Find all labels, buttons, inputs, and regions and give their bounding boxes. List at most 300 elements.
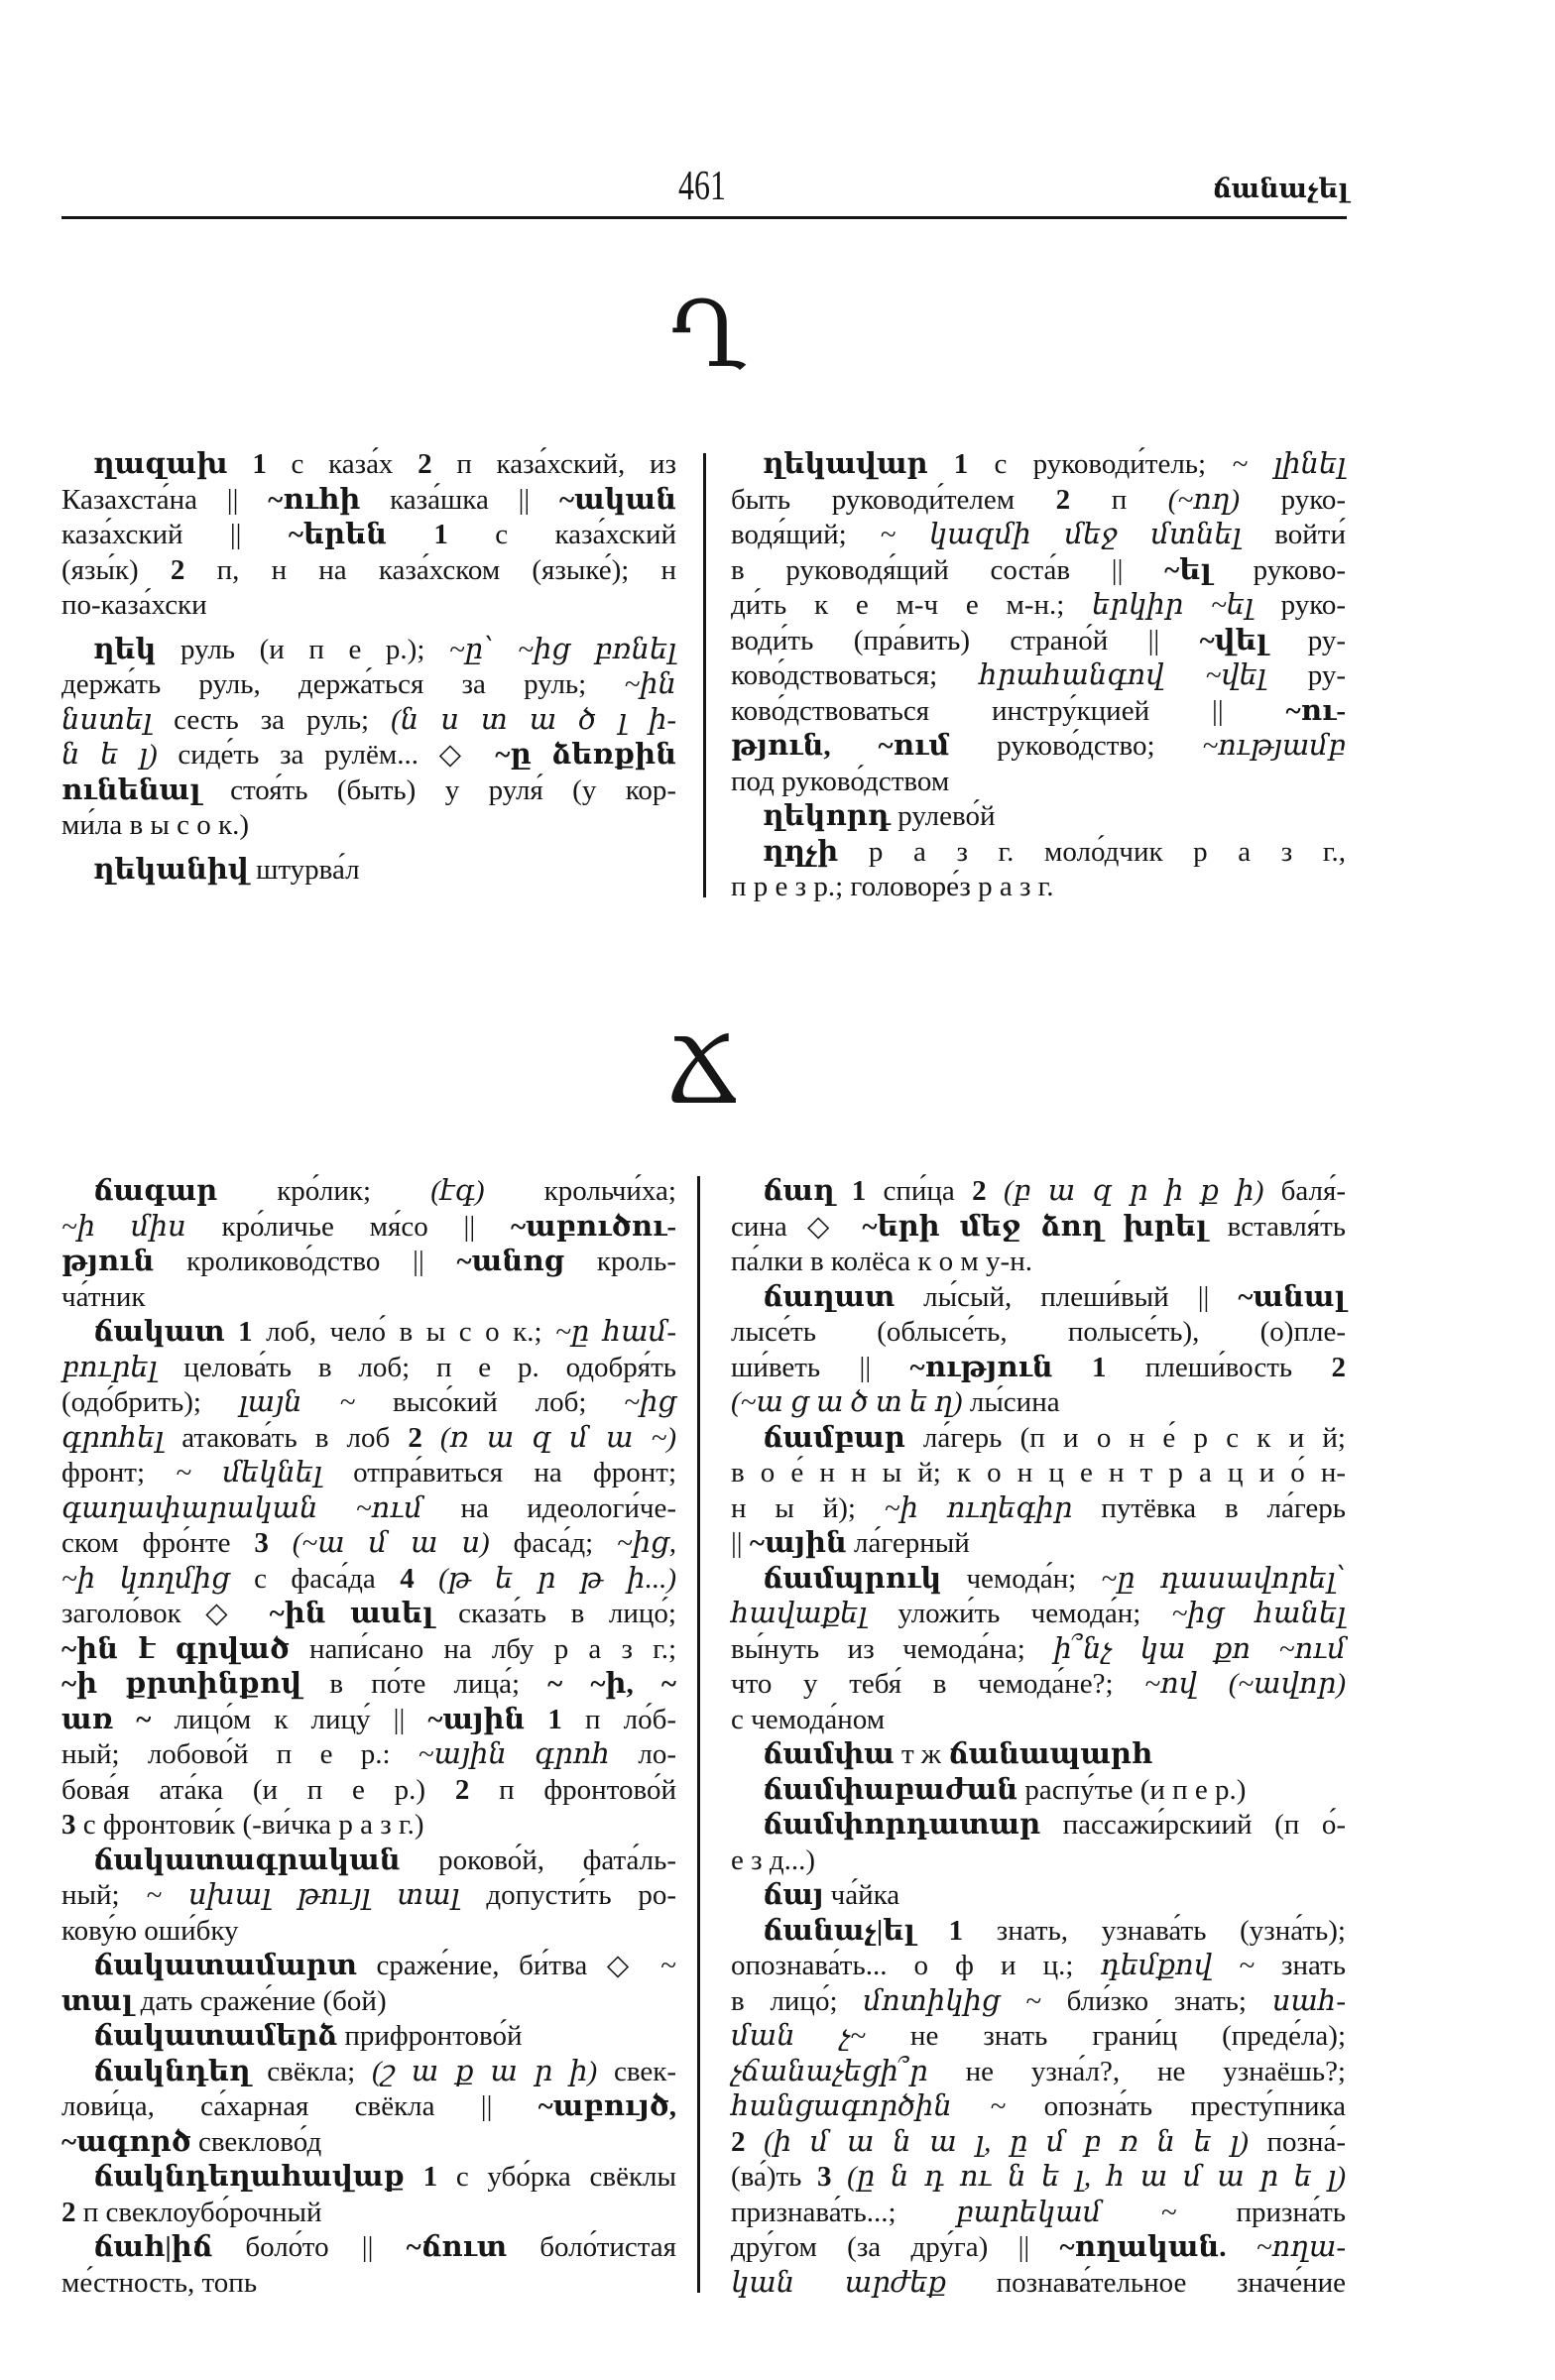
headword-text: 2 bbox=[170, 553, 185, 586]
entry-line bbox=[731, 658, 1346, 694]
translation-text: опозна́ть престу́пника bbox=[1006, 2090, 1347, 2122]
example-text: մոտիկից ~ bbox=[863, 1984, 1041, 2017]
entry-line bbox=[731, 518, 1346, 553]
translation-text: кро́личье мя́со || bbox=[185, 1210, 511, 1243]
translation-text: сказа́ть в лицо́; bbox=[433, 1598, 676, 1629]
translation-text: дру́гом (за дру́га) || bbox=[731, 2231, 1060, 2263]
headword-text: ~ողական. bbox=[1059, 2231, 1227, 2263]
translation-text: лоб, чело́ в ы с о к.; bbox=[252, 1316, 556, 1348]
entry-line bbox=[61, 738, 676, 774]
translation-text: с чемода́ном bbox=[731, 1703, 886, 1735]
dictionary-entry bbox=[61, 2055, 676, 2161]
dictionary-entry bbox=[731, 1280, 1346, 1421]
headword-text: ~ական bbox=[559, 483, 676, 516]
translation-text: води́ть (пра́вить) страно́й || bbox=[731, 624, 1200, 656]
entry-line bbox=[731, 1703, 1346, 1738]
headword-text: ճակատամերձ bbox=[93, 2020, 338, 2052]
dictionary-entry bbox=[61, 633, 676, 844]
headword-text: ճամփաբաժան bbox=[763, 1773, 1018, 1806]
translation-text: с каза́хский bbox=[447, 519, 676, 550]
entry-line bbox=[731, 624, 1346, 659]
entry-line bbox=[61, 1456, 676, 1491]
translation-text: ши́веть || bbox=[731, 1351, 910, 1383]
entry-line bbox=[61, 1174, 676, 1210]
entry-line bbox=[731, 1421, 1346, 1457]
translation-text: лицо́м к лицу́ || bbox=[151, 1703, 428, 1735]
example-text: ~ լինել bbox=[1232, 448, 1346, 480]
example-text: (թ ե ր թ ի...) bbox=[438, 1562, 676, 1595]
translation-text: в руководя́щий соста́в || bbox=[731, 553, 1165, 586]
headword-text: ունենալ bbox=[61, 774, 201, 806]
entry-line bbox=[61, 1949, 676, 1984]
entry-line bbox=[61, 1385, 676, 1421]
example-text: չճանաչեցի՞ր bbox=[731, 2055, 928, 2087]
example-text: բարեկամ ~ bbox=[955, 2196, 1177, 2228]
example-text: ն ե լ) bbox=[61, 739, 158, 771]
entry-line bbox=[61, 1210, 676, 1246]
example-text: ~ից հանել bbox=[1171, 1598, 1346, 1629]
headword-text: 2 bbox=[418, 448, 432, 480]
left-column bbox=[61, 447, 676, 888]
translation-text: фронт; bbox=[61, 1457, 177, 1488]
translation-text: ла́герь (п и о н е́ р с к и й; bbox=[904, 1421, 1346, 1454]
translation-text: призна́ть bbox=[1176, 2196, 1346, 2228]
translation-text: ково́дствоваться инстру́кцией || bbox=[731, 694, 1286, 727]
entry-line bbox=[731, 1491, 1346, 1527]
translation-text: ми́ла в ы с о к.) bbox=[61, 809, 250, 841]
entry-line bbox=[61, 1351, 676, 1386]
entry-line bbox=[61, 1421, 676, 1457]
example-text: (~ա ց ա ծ տ ե ղ) bbox=[731, 1386, 963, 1418]
translation-text: прифронтово́й bbox=[337, 2020, 523, 2052]
example-text: դեմքով ~ bbox=[1100, 1950, 1255, 1981]
translation-text: пассажи́рскиий (п о́- bbox=[1040, 1809, 1346, 1841]
translation-text: свёкла; bbox=[250, 2055, 372, 2087]
entry-line bbox=[731, 2266, 1346, 2302]
example-text: (~ող) bbox=[1167, 483, 1241, 516]
entry-line bbox=[731, 1984, 1346, 2020]
dictionary-entry bbox=[61, 1174, 676, 1315]
entry-line bbox=[61, 1597, 676, 1632]
headword-text: 3 bbox=[61, 1809, 76, 1841]
entry-line bbox=[61, 2160, 676, 2196]
headword-text: ճակնդեղահավաք 1 bbox=[93, 2161, 438, 2193]
entry-line bbox=[731, 2125, 1346, 2161]
headword-text: ճակնդեղ bbox=[93, 2055, 251, 2087]
headword-text: ճաղատ bbox=[763, 1280, 896, 1313]
translation-text: не знать грани́ц (преде́ла); bbox=[865, 2020, 1346, 2052]
header-rule bbox=[61, 216, 1347, 219]
dictionary-entry bbox=[61, 2230, 676, 2301]
translation-text: под руково́дством bbox=[731, 765, 950, 797]
translation-text: п bbox=[1070, 483, 1168, 516]
translation-text bbox=[1227, 2231, 1256, 2263]
translation-text: крольчи́ха; bbox=[484, 1175, 676, 1207]
translation-text: лови́ца, са́харная свёкла || bbox=[61, 2090, 538, 2122]
entry-line bbox=[731, 2055, 1346, 2090]
translation-text: целова́ть в лоб; п е р. одобря́ть bbox=[157, 1351, 676, 1383]
example-text: նստել bbox=[61, 703, 153, 736]
dictionary-entry bbox=[731, 1421, 1346, 1562]
translation-text: ди́ть к е м-ч е м-н.; bbox=[731, 589, 1093, 621]
headword-text: ~ճուտ bbox=[406, 2231, 508, 2263]
dictionary-entry bbox=[61, 1844, 676, 1950]
translation-text: в по́те лица́; bbox=[301, 1668, 548, 1700]
entry-line bbox=[731, 835, 1346, 871]
translation-text: роково́й, фата́ль- bbox=[400, 1844, 676, 1876]
entry-line bbox=[61, 1914, 676, 1950]
example-text: ~ով (~ավոր) bbox=[1144, 1668, 1346, 1700]
headword-text: ~ը ձեռքին bbox=[495, 739, 677, 771]
example-text: գրոհել bbox=[61, 1421, 165, 1454]
translation-text: с фаса́да bbox=[229, 1562, 401, 1595]
example-text: ~ կազմի մեջ մտնել bbox=[880, 519, 1242, 550]
translation-text: войти́ bbox=[1241, 519, 1346, 550]
dictionary-entry bbox=[61, 1315, 676, 1844]
translation-text: каза́хский || bbox=[61, 519, 289, 550]
translation-text: стоя́ть (быть) у руля́ (у кор- bbox=[200, 774, 676, 806]
headword-text: ~ու- bbox=[1285, 694, 1346, 727]
translation-text: отпра́виться на фронт; bbox=[321, 1457, 677, 1488]
translation-text: сина ◇ bbox=[731, 1210, 863, 1243]
example-text: ~ից bbox=[624, 1386, 676, 1418]
headword-text: ճայ bbox=[763, 1879, 824, 1911]
entry-line bbox=[61, 1245, 676, 1280]
translation-text: свек- bbox=[597, 2055, 676, 2087]
entry-line bbox=[61, 2230, 676, 2266]
entry-line bbox=[731, 2019, 1346, 2055]
example-text: ~ի կողմից bbox=[61, 1562, 230, 1595]
entry-line bbox=[731, 1632, 1346, 1668]
column-separator bbox=[697, 1176, 700, 2293]
entry-line bbox=[731, 1526, 1346, 1562]
headword-text: ճամբար bbox=[763, 1421, 905, 1454]
translation-text: п каза́хский, из bbox=[431, 448, 676, 480]
translation-text: ный; bbox=[61, 1879, 147, 1911]
headword-text: 3 bbox=[817, 2161, 832, 2193]
translation-text: руково́дство; bbox=[949, 730, 1203, 762]
translation-text: руко- bbox=[1253, 589, 1346, 621]
running-head: ճանաչել bbox=[1212, 174, 1349, 204]
dictionary-entry bbox=[731, 1878, 1346, 1914]
entry-line bbox=[61, 1667, 676, 1703]
dictionary-entry bbox=[61, 1949, 676, 2019]
example-text: հրահանգով ~վել bbox=[979, 659, 1266, 691]
entry-line bbox=[61, 633, 676, 668]
entry-line bbox=[731, 765, 1346, 800]
example-text: (ի մ ա ն ա լ, ը մ բ ռ ն ե լ) bbox=[764, 2125, 1249, 2158]
entry-line bbox=[61, 1703, 676, 1738]
entry-line bbox=[61, 483, 676, 519]
entry-line bbox=[61, 853, 676, 889]
entry-line bbox=[731, 1210, 1346, 1246]
entry-line bbox=[61, 1773, 676, 1809]
example-text: բուրել bbox=[61, 1351, 158, 1383]
translation-text: ча́йка bbox=[823, 1879, 900, 1911]
translation-text: па́лки в колёса к о м у-н. bbox=[731, 1246, 1032, 1277]
entry-line bbox=[731, 1949, 1346, 1984]
example-text: ~ի միս bbox=[61, 1210, 186, 1243]
headword-text: ~ուհի bbox=[268, 483, 361, 516]
entry-line bbox=[731, 729, 1346, 765]
headword-text: թյուն bbox=[61, 1246, 155, 1277]
translation-text: в о е́ н н ы й; к о н ц е н т р а ц и о́ н- bbox=[731, 1457, 1346, 1488]
translation-text: водя́щий; bbox=[731, 519, 881, 550]
translation-text: что у тебя́ в чемода́не?; bbox=[731, 1668, 1145, 1700]
translation-text: опознава́ть... о ф и ц.; bbox=[731, 1950, 1101, 1981]
translation-text: дать сраже́ние (бой) bbox=[133, 1984, 387, 2017]
entry-line bbox=[731, 447, 1346, 483]
entry-line bbox=[61, 703, 676, 739]
translation-text: сесть за руль; bbox=[152, 703, 392, 736]
entry-line bbox=[61, 667, 676, 703]
headword-text: ~աբուծու- bbox=[510, 1210, 676, 1243]
example-text: ~ մեկնել bbox=[176, 1457, 322, 1488]
headword-text: ճանաչ|ել 1 bbox=[763, 1914, 964, 1947]
translation-text: познава́тельное значе́ние bbox=[946, 2266, 1347, 2299]
entry-line bbox=[731, 1808, 1346, 1844]
headword-text: թյուն, ~ում bbox=[731, 730, 950, 762]
headword-text: ~ ~ի, ~ bbox=[547, 1668, 676, 1700]
dictionary-entry bbox=[61, 2160, 676, 2230]
translation-text: рулево́й bbox=[891, 800, 996, 832]
entry-line bbox=[731, 1562, 1346, 1598]
entry-line bbox=[61, 2266, 676, 2302]
translation-text: ный; лобово́й п е р.: bbox=[61, 1738, 419, 1770]
dictionary-entry bbox=[731, 1808, 1346, 1878]
entry-line bbox=[61, 1808, 676, 1844]
translation-text: держа́ть руль, держа́ться за руль; bbox=[61, 668, 625, 700]
example-text: (շ ա ք ա ր ի) bbox=[371, 2055, 598, 2087]
entry-line bbox=[61, 808, 676, 844]
headword-text: 2 bbox=[1055, 483, 1071, 516]
headword-text: 2 bbox=[731, 2125, 746, 2158]
entry-line bbox=[731, 1315, 1346, 1351]
entry-line bbox=[731, 1737, 1346, 1773]
headword-text: ~ի քրտինքով bbox=[61, 1668, 302, 1700]
entry-line bbox=[731, 1351, 1346, 1386]
entry-line bbox=[61, 1878, 676, 1914]
example-text: հավաքել bbox=[731, 1598, 868, 1629]
translation-text: руль (и п е р.); bbox=[156, 633, 449, 665]
example-text: ~ սխալ թույլ տալ bbox=[146, 1879, 460, 1911]
headword-text: ճակատամարտ bbox=[93, 1950, 357, 1981]
entry-line bbox=[61, 1315, 676, 1351]
translation-text: плеши́вость bbox=[1106, 1351, 1332, 1383]
dictionary-entry bbox=[731, 799, 1346, 835]
translation-text: п свеклоубо́рочный bbox=[75, 2196, 322, 2228]
entry-line bbox=[61, 2019, 676, 2055]
translation-text: ском фро́нте bbox=[61, 1527, 255, 1559]
translation-text: кроль- bbox=[564, 1246, 676, 1277]
headword-text: ճաղ 1 bbox=[763, 1175, 867, 1207]
translation-text: в лицо́; bbox=[731, 1984, 864, 2017]
headword-text: ճակատ 1 bbox=[93, 1316, 253, 1348]
entry-line bbox=[61, 2125, 676, 2161]
dictionary-entry bbox=[731, 1914, 1346, 2302]
entry-line bbox=[61, 1844, 676, 1879]
entry-line bbox=[731, 553, 1346, 589]
translation-text bbox=[269, 1527, 293, 1559]
section-letter: Ճ bbox=[664, 1018, 742, 1125]
translation-text: знать bbox=[1254, 1950, 1346, 1981]
headword-text: ~վել bbox=[1199, 624, 1268, 656]
entry-line bbox=[731, 1667, 1346, 1703]
entry-line bbox=[731, 1844, 1346, 1879]
headword-text: ~անոց bbox=[456, 1246, 565, 1277]
translation-text: вы́нуть из чемода́на; bbox=[731, 1632, 1054, 1665]
translation-text: п ло́б- bbox=[561, 1703, 677, 1735]
left-column bbox=[61, 1174, 676, 2301]
example-text: լայն ~ bbox=[238, 1386, 356, 1418]
example-text: սահ- bbox=[1271, 1984, 1347, 2017]
translation-text: свеклово́д bbox=[190, 2125, 322, 2158]
translation-text: фаса́д; bbox=[489, 1527, 618, 1559]
translation-text: атакова́ть в лоб bbox=[164, 1421, 409, 1454]
example-text: ~ը դասավորել՝ bbox=[1101, 1562, 1346, 1595]
headword-text: ~անալ bbox=[1238, 1280, 1346, 1313]
translation-text: спи́ца bbox=[866, 1175, 973, 1207]
translation-text: ру- bbox=[1265, 659, 1346, 691]
entry-line bbox=[61, 1632, 676, 1668]
translation-text: напи́сано на лбу р а з г.; bbox=[289, 1632, 676, 1665]
entry-line bbox=[731, 2230, 1346, 2266]
entry-line bbox=[61, 774, 676, 809]
example-text: ~ի ուղեգիր bbox=[884, 1491, 1073, 1524]
translation-text: ме́стность, топь bbox=[61, 2266, 258, 2299]
translation-text: р а з г. моло́дчик р а з г., bbox=[838, 835, 1346, 868]
translation-text: с убо́рка свёклы bbox=[437, 2161, 676, 2193]
headword-text: ~ագործ bbox=[61, 2125, 191, 2158]
entry-line bbox=[61, 1526, 676, 1562]
dictionary-entry bbox=[731, 1737, 1346, 1773]
translation-text: п, н на каза́хском (языке́); н bbox=[184, 553, 676, 586]
headword-text: ~ային 1 bbox=[427, 1703, 562, 1735]
translation-text: н ы й); bbox=[731, 1491, 885, 1524]
page-number: 461 bbox=[678, 164, 726, 209]
headword-text: 2 bbox=[972, 1175, 987, 1207]
translation-text: не узна́л?, не узнаёшь?; bbox=[927, 2055, 1346, 2087]
translation-text: ла́герный bbox=[846, 1527, 970, 1559]
translation-text: руково- bbox=[1211, 553, 1347, 586]
headword-text: 2 bbox=[1331, 1351, 1346, 1383]
entry-line bbox=[61, 447, 676, 483]
headword-text: ~ային bbox=[749, 1527, 847, 1559]
translation-text: баля́- bbox=[1263, 1175, 1347, 1207]
translation-text: с каза́х bbox=[266, 448, 419, 480]
example-text: (էգ) bbox=[430, 1175, 485, 1207]
translation-text bbox=[832, 2161, 848, 2193]
example-text: (բ ա զ ր ի ք ի) bbox=[1003, 1175, 1264, 1207]
example-text: երկիր ~ել bbox=[1092, 589, 1254, 621]
example-text: ~ողա- bbox=[1256, 2231, 1346, 2263]
entry-line bbox=[731, 1385, 1346, 1421]
translation-text: путёвка в ла́герь bbox=[1072, 1491, 1346, 1524]
entry-line bbox=[61, 588, 676, 624]
entry-line bbox=[731, 2196, 1346, 2231]
headword-text: ~ին է գրված bbox=[61, 1632, 290, 1665]
translation-text: сиде́ть за рулём... ◇ bbox=[157, 739, 496, 771]
headword-text: ~երեն 1 bbox=[288, 519, 448, 550]
translation-text: заголо́вок ◇ bbox=[61, 1598, 270, 1629]
entry-line bbox=[731, 1914, 1346, 1950]
headword-text: 4 bbox=[400, 1562, 415, 1595]
headword-text: ~երի մեջ ձող խրել bbox=[862, 1210, 1208, 1243]
example-text: (ռ ա զ մ ա ~) bbox=[439, 1421, 676, 1454]
translation-text: кроликово́дство || bbox=[154, 1246, 457, 1277]
translation-text: ча́тник bbox=[61, 1280, 146, 1313]
translation-text bbox=[415, 1563, 438, 1595]
right-column bbox=[731, 447, 1346, 905]
example-text: (~ա մ ա ս) bbox=[292, 1527, 490, 1559]
headword-text: ~ություն 1 bbox=[909, 1351, 1107, 1383]
entry-line bbox=[731, 588, 1346, 624]
translation-text: позна́- bbox=[1248, 2125, 1346, 2158]
section-letter: Ղ bbox=[669, 282, 747, 388]
entry-line bbox=[61, 2055, 676, 2090]
headword-text: տալ bbox=[61, 1984, 134, 2017]
entry-line bbox=[731, 1878, 1346, 1914]
translation-text: с руководи́тель; bbox=[968, 448, 1233, 480]
translation-text: ково́дствоваться; bbox=[731, 659, 980, 691]
dictionary-entry bbox=[61, 853, 676, 889]
headword-text: ճագար bbox=[93, 1175, 218, 1207]
translation-text: знать, узнава́ть (узна́ть); bbox=[963, 1914, 1346, 1947]
entry-line bbox=[61, 1984, 676, 2020]
translation-text: руко- bbox=[1240, 483, 1346, 516]
translation-text: ру- bbox=[1267, 624, 1346, 656]
example-text: գաղափարական ~ում bbox=[61, 1491, 423, 1524]
entry-line bbox=[61, 1737, 676, 1773]
entry-line bbox=[731, 1280, 1346, 1316]
entry-line bbox=[731, 694, 1346, 730]
right-column bbox=[731, 1174, 1346, 2301]
entry-line bbox=[731, 799, 1346, 835]
entry-line bbox=[61, 1491, 676, 1527]
dictionary-entry bbox=[731, 835, 1346, 905]
translation-text: сраже́ние, би́тва ◇ ~ bbox=[356, 1950, 676, 1981]
translation-text: лысе́ть (облысе́ть, полысе́ть), (о)пле- bbox=[731, 1316, 1346, 1348]
entry-line bbox=[61, 553, 676, 589]
example-text: ~ությամբ bbox=[1202, 730, 1347, 762]
example-text: ~ից, bbox=[617, 1527, 676, 1559]
dictionary-entry bbox=[61, 2019, 676, 2055]
dictionary-entry bbox=[731, 447, 1346, 799]
entry-line bbox=[731, 2089, 1346, 2125]
translation-text: вставля́ть bbox=[1207, 1210, 1346, 1243]
translation-text: кро́лик; bbox=[217, 1175, 431, 1207]
translation-text: лы́сый, плеши́вый || bbox=[895, 1280, 1239, 1313]
translation-text: каза́шка || bbox=[360, 483, 560, 516]
translation-text: уложи́ть чемода́н; bbox=[867, 1598, 1172, 1629]
translation-text: на идеологи́че- bbox=[422, 1491, 677, 1524]
entry-line bbox=[61, 2089, 676, 2125]
entry-line bbox=[731, 2160, 1346, 2196]
headword-text: առ ~ bbox=[61, 1703, 152, 1735]
entry-line bbox=[731, 1456, 1346, 1491]
headword-text: ղեկավար 1 bbox=[763, 448, 969, 480]
example-text: (ն ս տ ա ծ լ ի- bbox=[391, 703, 677, 736]
translation-text: (одо́брить); bbox=[61, 1386, 239, 1418]
entry-line bbox=[731, 1174, 1346, 1210]
translation-text: признава́ть...; bbox=[731, 2196, 956, 2228]
headword-text: ղեկ bbox=[93, 633, 157, 665]
dictionary-entry bbox=[61, 447, 676, 624]
headword-text: ճամփա bbox=[763, 1738, 895, 1770]
translation-text: с фронтови́к (-ви́чка р а з г.) bbox=[75, 1809, 424, 1841]
entry-line bbox=[731, 1597, 1346, 1632]
translation-text: Казахста́на || bbox=[61, 483, 269, 516]
